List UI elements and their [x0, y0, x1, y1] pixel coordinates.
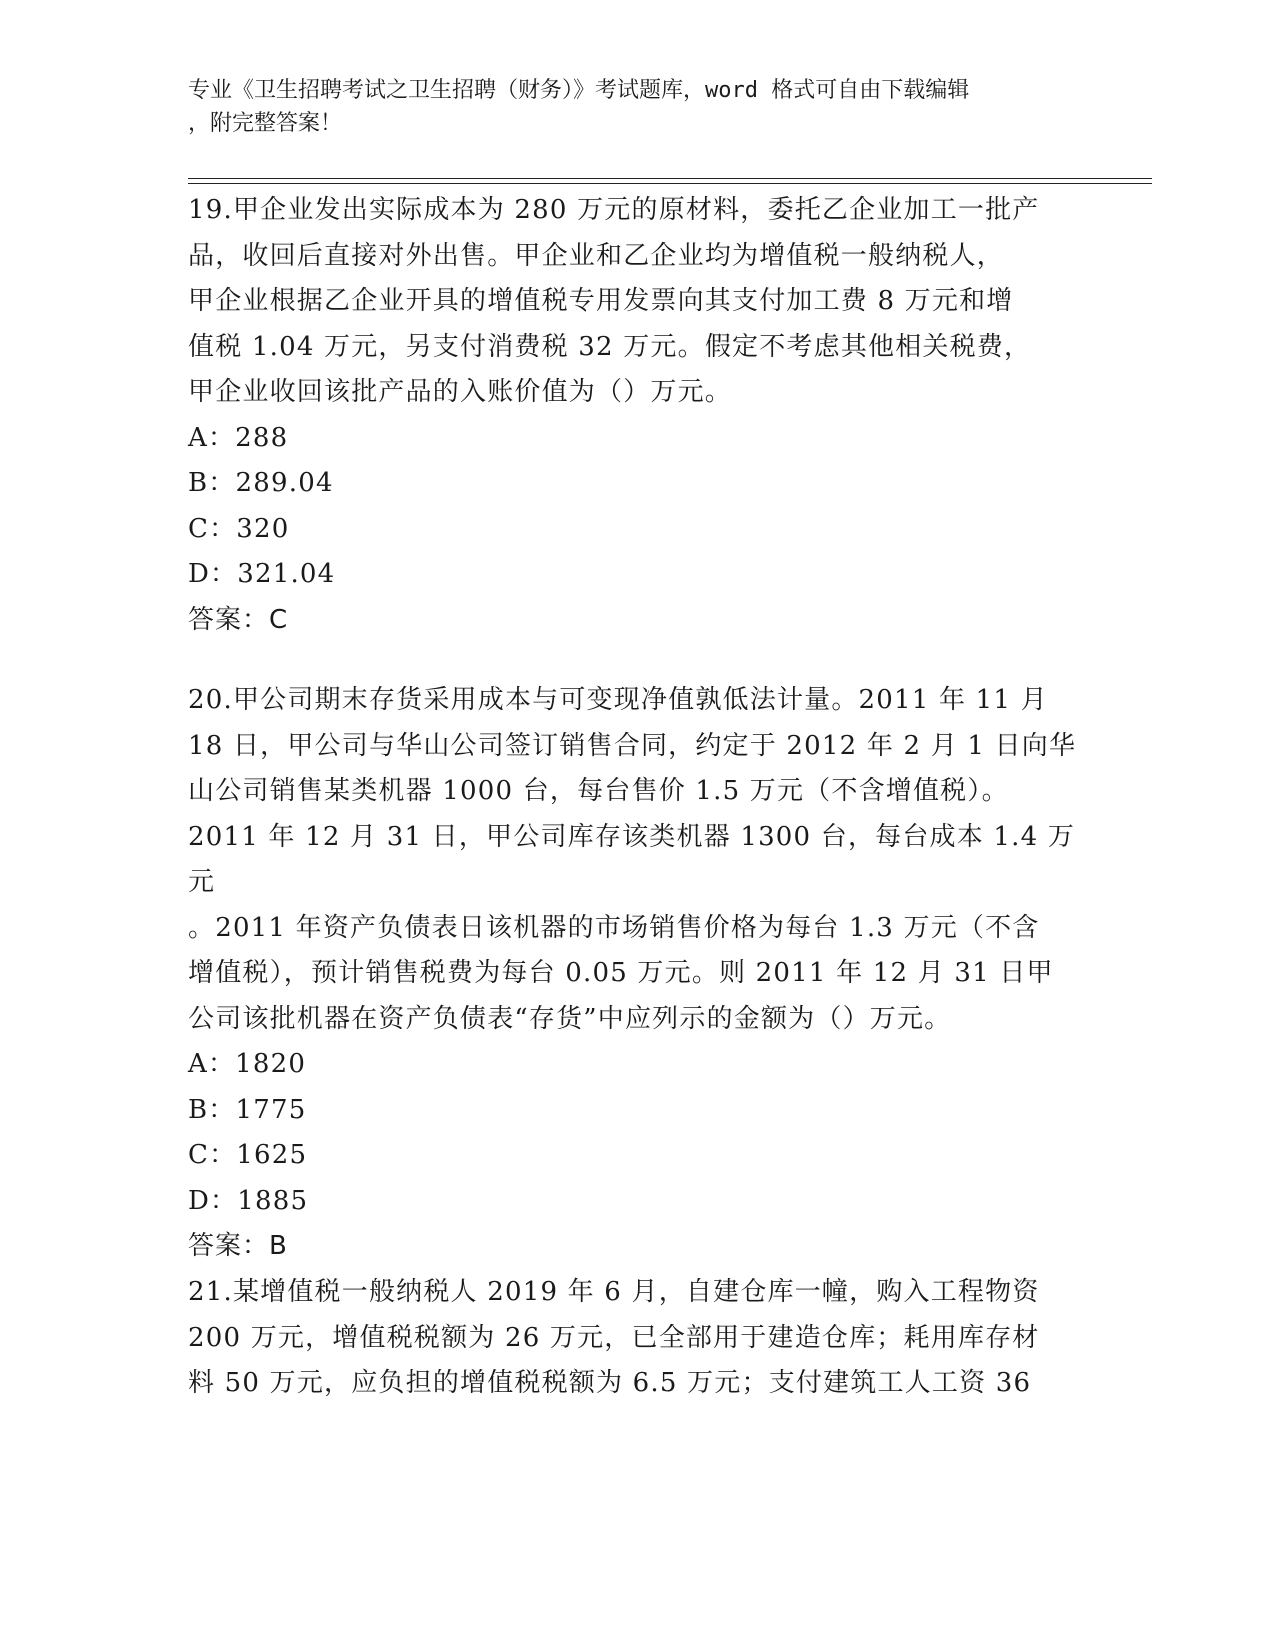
option-list — [188, 1042, 1088, 1224]
stem-line: 甲企业根据乙企业开具的增值税专用发票向其支付加工费 8 万元和增 — [188, 286, 1014, 316]
stem-line: 19.甲企业发出实际成本为 280 万元的原材料，委托乙企业加工一批产 — [188, 195, 1040, 225]
question-stem — [188, 678, 1088, 1042]
answer-line: 答案：B — [188, 1231, 288, 1261]
stem-line: 品，收回后直接对外出售。甲企业和乙企业均为增值税一般纳税人， — [188, 240, 1005, 271]
question-stem — [188, 1270, 1088, 1407]
stem-line: 18 日，甲公司与华山公司签订销售合同，约定于 2012 年 2 月 1 日向华 — [188, 730, 1077, 761]
stem-line: 料 50 万元，应负担的增值税税额为 6.5 万元；支付建筑工人工资 36 — [188, 1368, 1032, 1398]
document-header — [188, 74, 1068, 140]
option-b: B：289.04 — [188, 468, 334, 498]
stem-line: 21.某增值税一般纳税人 2019 年 6 月，自建仓库一幢，购入工程物资 — [188, 1277, 1040, 1307]
stem-line: 2011 年 12 月 31 日，甲公司库存该类机器 1300 台，每台成本 1.4 万元 — [188, 821, 1076, 897]
question-21 — [188, 1270, 1088, 1407]
header-title-line-2: ，附完整答案！ — [188, 111, 343, 136]
option-c: C：1625 — [188, 1140, 308, 1170]
question-stem — [188, 188, 1088, 416]
question-19 — [188, 188, 1088, 643]
stem-line: 山公司销售某类机器 1000 台，每台售价 1.5 万元（不含增值税）。 — [188, 776, 1009, 806]
header-double-rule — [188, 178, 1152, 184]
stem-line: 。2011 年资产负债表日该机器的市场销售价格为每台 1.3 万元（不含 — [188, 912, 1040, 943]
header-title-line-1: 专业《卫生招聘考试之卫生招聘（财务）》考试题库，word 格式可自由下载编辑 — [188, 78, 970, 103]
question-20 — [188, 678, 1088, 1270]
stem-line: 20.甲公司期末存货采用成本与可变现净值孰低法计量。2011 年 11 月 — [188, 685, 1048, 715]
stem-line: 增值税），预计销售税费为每台 0.05 万元。则 2011 年 12 月 31 日甲 — [188, 958, 1054, 988]
stem-line: 200 万元，增值税税额为 26 万元，已全部用于建造仓库；耗用库存材 — [188, 1322, 1040, 1353]
option-a: A：1820 — [188, 1049, 307, 1079]
stem-line: 值税 1.04 万元，另支付消费税 32 万元。假定不考虑其他相关税费， — [188, 331, 1032, 362]
option-list — [188, 416, 1088, 598]
option-d: D：1885 — [188, 1185, 309, 1216]
option-c: C：320 — [188, 513, 290, 544]
answer-line: 答案：C — [188, 604, 289, 635]
option-d: D：321.04 — [188, 559, 336, 589]
stem-line: 甲企业收回该批产品的入账价值为（）万元。 — [188, 377, 733, 407]
stem-line: 公司该批机器在资产负债表“存货”中应列示的金额为（）万元。 — [188, 1003, 952, 1034]
option-a: A：288 — [188, 422, 289, 453]
option-b: B：1775 — [188, 1094, 307, 1125]
